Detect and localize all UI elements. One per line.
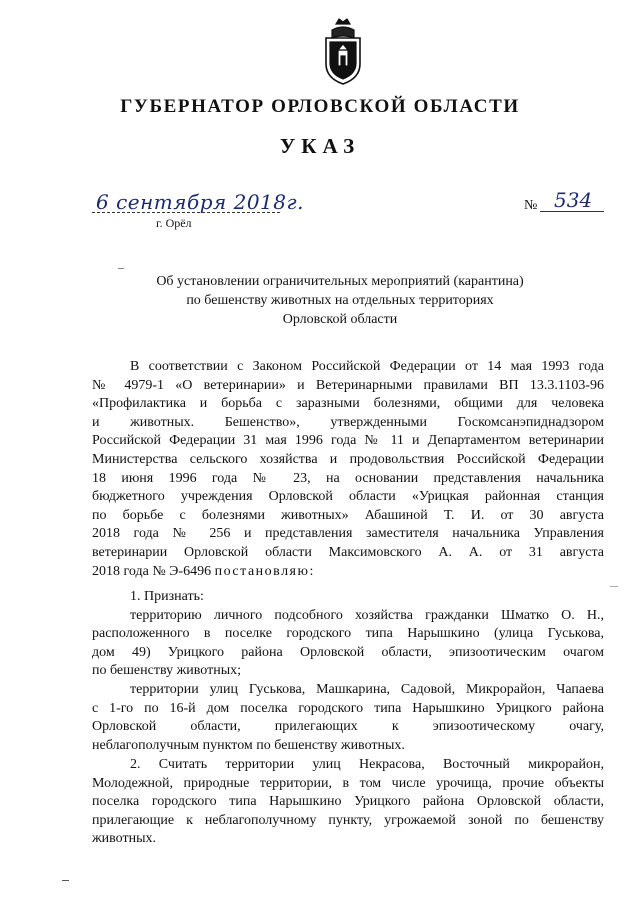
corner-mark — [118, 268, 124, 269]
item-1-line: дом 49) Урицкого района Орловской области, эпизоотическим очагом — [92, 644, 604, 660]
item-1-line: территории улиц Гуськова, Машкарина, Садовой, Микрорайон, Чапаева — [130, 681, 604, 697]
preamble-line: № 4979-1 «О ветеринарии» и Ветеринарными правилами ВП 13.3.1103-96 — [92, 377, 604, 393]
preamble-line: Министерства сельского хозяйства и продовольствия Российской Федерации — [92, 451, 604, 467]
item-2-line: прилегающие к неблагополучному пункту, угрожаемой зоной по бешенству — [92, 812, 604, 828]
subject-line: по бешенству животных на отдельных территориях — [186, 293, 494, 308]
preamble-line: бюджетного учреждения Орловской области «Урицкая районная станция — [92, 489, 604, 505]
preamble — [92, 358, 604, 581]
item-1-line: с 1-го по 16-й дом поселка городского типа Нарышкино Урицкого района — [92, 700, 604, 716]
preamble-line: В соответствии с Законом Российской Федерации от 14 мая 1993 года — [130, 359, 604, 374]
preamble-line: по борьбе с болезнями животных» Абашиной Т. И. от 30 августа — [92, 507, 604, 523]
item-1 — [92, 588, 604, 755]
item-2-line: Молодежной, природные территории, в том числе урочища, прочие объекты — [92, 775, 604, 791]
item-2 — [92, 756, 604, 849]
subject-line: Орловской области — [282, 312, 398, 327]
footer-mark — [62, 880, 69, 881]
preamble-line: 18 июня 1996 года № 23, на основании представления начальника — [92, 470, 604, 486]
number-underline — [540, 211, 604, 212]
preamble-line: «Профилактика и борьба с заразными болезнями, общими для человека — [92, 396, 604, 412]
preamble-last-line — [92, 563, 604, 582]
preamble-last-text: 2018 года № Э-6496 — [92, 563, 212, 579]
preamble-line: и животных. Бешенство», утвержденными Госкомсанэпиднадзором — [92, 414, 604, 430]
item-1-line: расположенного в поселке городского типа Нарышкино (улица Гуськова, — [92, 626, 604, 642]
item-1-line: Орловской области, прилегающих к эпизоотическому очагу, — [92, 719, 604, 735]
city-label: г. Орёл — [156, 216, 192, 230]
item-1-line: по бешенству животных; — [92, 663, 241, 679]
item-2-line: 2. Считать территории улиц Некрасова, Восточный микрорайон, — [130, 757, 604, 772]
handwritten-number: 534 — [554, 188, 593, 212]
governor-title: ГУБЕРНАТОР ОРЛОВСКОЙ ОБЛАСТИ — [120, 96, 520, 117]
date-underline — [92, 212, 280, 213]
scan-artifact — [610, 586, 618, 587]
preamble-line: Российской Федерации 31 мая 1996 года № 11 и Департаментом ветеринарии — [92, 433, 604, 449]
item-1-line: территорию личного подсобного хозяйства гражданки Шматко О. Н., — [130, 607, 604, 623]
item-2-line: поселка городского типа Нарышкино Урицкого района Орловской области, — [92, 794, 604, 810]
item-1-heading: 1. Признать: — [130, 589, 204, 604]
preamble-line: ветеринарии Орловской области Максимовского А. А. от 31 августа — [92, 544, 604, 560]
item-1-line: неблагополучным пунктом по бешенству животных. — [92, 737, 405, 753]
subject-line: Об установлении ограничительных мероприятий (карантина) — [156, 274, 524, 289]
decree-title: УКАЗ — [279, 134, 361, 158]
coat-of-arms-emblem — [322, 16, 364, 86]
decree-verb: постановляю: — [214, 563, 315, 579]
item-2-line: животных. — [92, 831, 157, 847]
number-label: № — [524, 198, 538, 213]
preamble-line: 2018 года № 256 и представления заместителя начальника Управления — [92, 526, 604, 542]
decree-subject — [120, 272, 560, 329]
handwritten-date: 6 сентября 2018г. — [96, 190, 304, 214]
